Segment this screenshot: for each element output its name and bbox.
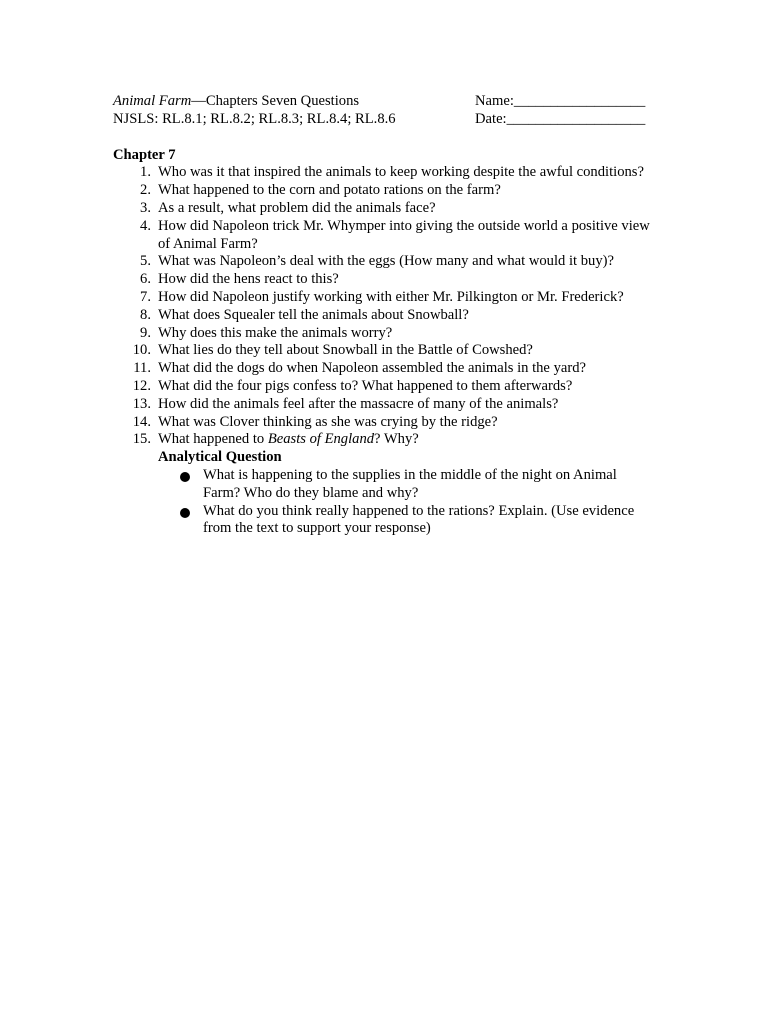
question-number: 1.	[140, 164, 151, 181]
question-number: 3.	[140, 199, 151, 216]
question-item	[113, 271, 653, 289]
question-item	[113, 325, 653, 343]
question-text: What happened to the corn and potato rations on the farm?	[158, 182, 501, 199]
question-item	[113, 307, 653, 325]
bullet-dot-icon	[180, 508, 190, 518]
question-number: 9.	[140, 324, 151, 341]
question-text: How did Napoleon trick Mr. Whymper into giving the outside world a positive view of Animal Farm?	[158, 217, 650, 252]
date-field[interactable]: Date:___________________	[475, 110, 646, 127]
question-item	[113, 289, 653, 307]
header-left	[113, 93, 396, 129]
question-item	[113, 360, 653, 378]
question-number: 11.	[133, 360, 151, 377]
question-text: How did the animals feel after the massacre of many of the animals?	[158, 395, 559, 412]
analytical-bullet-item	[158, 503, 653, 539]
question-number: 7.	[140, 288, 151, 305]
question-text: How did the hens react to this?	[158, 271, 339, 288]
question-text: What was Napoleon’s deal with the eggs (How many and what would it buy)?	[158, 253, 614, 270]
title-rest: —Chapters Seven Questions	[191, 93, 360, 109]
question-number: 15.	[132, 431, 151, 448]
question-item	[113, 342, 653, 360]
question-text-pre: What happened to	[158, 431, 268, 448]
name-field[interactable]: Name:__________________	[475, 93, 646, 109]
title-book-name: Animal Farm	[113, 93, 192, 109]
analytical-bullet-list	[113, 467, 653, 538]
question-item-15	[113, 431, 653, 449]
question-text-post: ? Why?	[374, 431, 419, 448]
question-text: What was Clover thinking as she was crying by the ridge?	[158, 413, 498, 430]
analytical-question-title: Analytical Question	[158, 449, 282, 466]
question-list	[113, 164, 653, 449]
question-text: What does Squealer tell the animals about Snowball?	[158, 306, 469, 323]
question-number: 13.	[132, 395, 151, 412]
analytical-bullet-item	[158, 467, 653, 503]
question-number: 5.	[140, 253, 151, 270]
question-item	[113, 378, 653, 396]
chapter-title: Chapter 7	[113, 146, 176, 163]
standards-line: NJSLS: RL.8.1; RL.8.2; RL.8.3; RL.8.4; RL.8.6	[113, 110, 396, 127]
worksheet-page	[113, 93, 653, 538]
bullet-dot-icon	[180, 472, 190, 482]
question-number: 10.	[132, 342, 151, 359]
question-item	[113, 414, 653, 432]
song-title: Beasts of England	[267, 431, 375, 448]
question-item	[113, 396, 653, 414]
analytical-bullet-text: What is happening to the supplies in the middle of the night on Animal Farm? Who do they blame and why?	[203, 466, 617, 501]
worksheet-title	[113, 93, 396, 111]
question-text: Why does this make the animals worry?	[158, 324, 393, 341]
question-text: What did the four pigs confess to? What happened to them afterwards?	[158, 377, 573, 394]
question-number: 8.	[140, 306, 151, 323]
question-item	[113, 253, 653, 271]
question-number: 14.	[132, 413, 151, 430]
worksheet-header	[113, 93, 653, 129]
question-number: 2.	[140, 182, 151, 199]
question-text: As a result, what problem did the animals face?	[158, 199, 436, 216]
question-item	[113, 164, 653, 182]
question-item	[113, 200, 653, 218]
question-item	[113, 182, 653, 200]
question-text: How did Napoleon justify working with either Mr. Pilkington or Mr. Frederick?	[158, 288, 624, 305]
question-item	[113, 218, 653, 254]
question-number: 4.	[140, 217, 151, 234]
question-text: Who was it that inspired the animals to keep working despite the awful conditions?	[158, 164, 644, 181]
question-text: What did the dogs do when Napoleon assembled the animals in the yard?	[158, 360, 586, 377]
question-number: 6.	[140, 271, 151, 288]
question-number: 12.	[132, 377, 151, 394]
question-text: What lies do they tell about Snowball in the Battle of Cowshed?	[158, 342, 533, 359]
analytical-bullet-text: What do you think really happened to the rations? Explain. (Use evidence from the text to support your response)	[203, 502, 635, 537]
header-right	[475, 93, 653, 129]
